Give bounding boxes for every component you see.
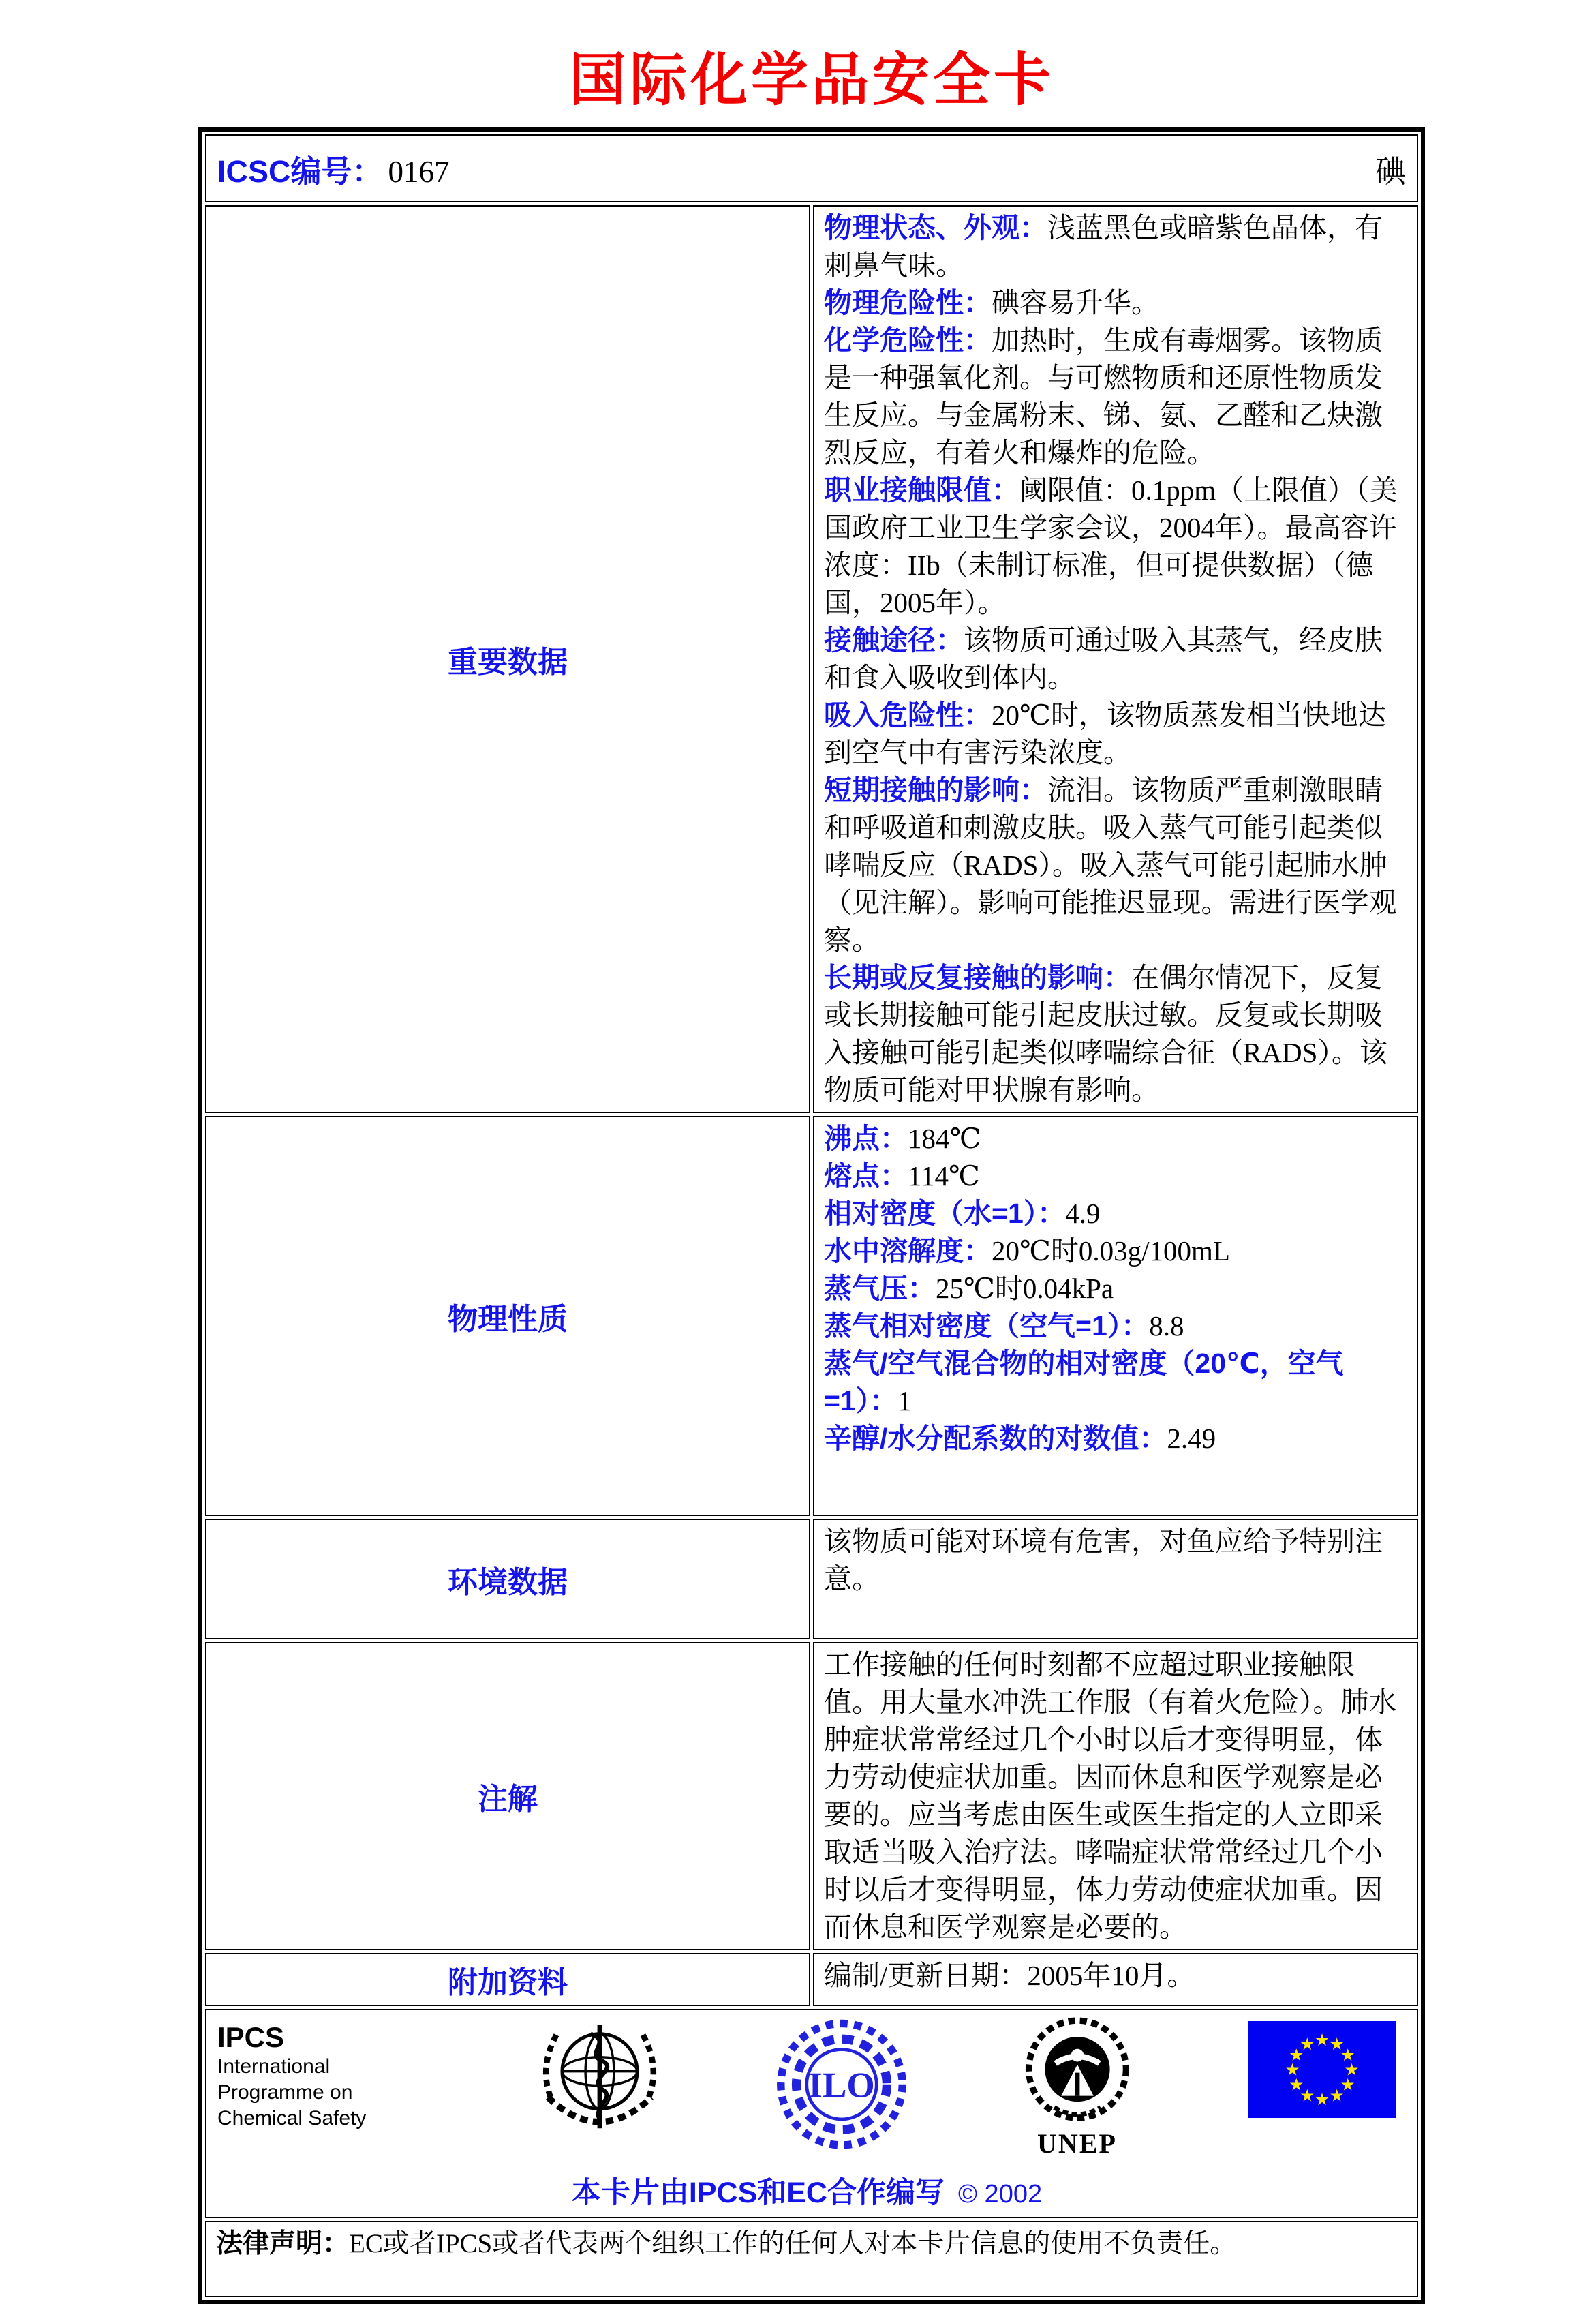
text-line [824, 322, 1407, 472]
field-label: 沸点： [824, 1123, 908, 1154]
field-value: 编制/更新日期：2005年10月。 [824, 1960, 1195, 1991]
text-line [824, 1307, 1407, 1345]
svg-text:★: ★ [1314, 2030, 1330, 2050]
icsc-card-table [198, 127, 1425, 2304]
section-row-notes [205, 1642, 1418, 1950]
legal-text: EC或者IPCS或者代表两个组织工作的任何人对本卡片信息的使用不负责任。 [349, 2229, 1237, 2258]
svg-text:★: ★ [1344, 2059, 1360, 2080]
section-label-physical-properties: 物理性质 [448, 1302, 568, 1336]
unep-logo-icon [1019, 2017, 1135, 2159]
text-line [824, 697, 1407, 772]
text-line [824, 1232, 1407, 1270]
section-row-additional-info [205, 1953, 1418, 2006]
svg-text:★: ★ [1340, 2074, 1355, 2095]
text-line [824, 1157, 1407, 1195]
text-line [824, 284, 1407, 322]
field-value: 8.8 [1149, 1310, 1184, 1342]
section-label-cell-additional-info [205, 1953, 810, 2006]
text-line [824, 209, 1407, 284]
section-label-additional-info: 附加资料 [448, 1966, 568, 1999]
field-label: 接触途径： [824, 624, 964, 656]
section-label-environmental-data: 环境数据 [448, 1565, 568, 1599]
icsc-number-label: ICSC编号： [217, 153, 383, 189]
text-line [824, 472, 1407, 622]
svg-text:★: ★ [1285, 2059, 1300, 2080]
text-line [824, 1646, 1407, 1946]
field-value: 2.49 [1167, 1423, 1216, 1454]
section-label-cell-environmental-data [205, 1519, 810, 1639]
unep-wordmark: UNEP [1037, 2128, 1117, 2159]
field-label: 化学危险性： [824, 324, 992, 356]
text-line [824, 1195, 1407, 1232]
section-content-notes [813, 1642, 1418, 1950]
field-label: 相对密度（水=1）： [824, 1198, 1066, 1229]
text-line [824, 1957, 1407, 1995]
field-label: 蒸气压： [824, 1273, 936, 1304]
field-value: 20℃时，该物质蒸发相当快地达到空气中有害污染浓度。 [824, 699, 1386, 768]
credit-text: 本卡片由IPCS和EC合作编写 [571, 2177, 945, 2209]
svg-text:★: ★ [1314, 2089, 1330, 2110]
svg-text:★: ★ [1289, 2044, 1304, 2065]
field-value: 该物质可能对环境有危害，对鱼应给予特别注意。 [824, 1526, 1383, 1594]
section-content-environmental-data [813, 1519, 1418, 1639]
field-label: 蒸气相对密度（空气=1）： [824, 1310, 1150, 1342]
ilo-wordmark: ILO [808, 2065, 875, 2106]
substance-name: 碘 [1375, 154, 1406, 189]
field-value: 114℃ [908, 1160, 980, 1192]
field-value: 阈限值：0.1ppm（上限值）（美国政府工业卫生学家会议，2004年）。最高容许浓度：IIb（未制订标准，但可提供数据）（德国，2005年）。 [824, 474, 1398, 618]
field-label: 熔点： [824, 1160, 908, 1192]
field-value: 加热时，生成有毒烟雾。该物质是一种强氧化剂。与可燃物质和还原性物质发生反应。与金属粉末、锑、氨、乙醛和乙炔激烈反应，有着火和爆炸的危险。 [824, 324, 1383, 468]
field-label: 长期或反复接触的影响： [824, 962, 1131, 993]
field-value: 流泪。该物质严重刺激眼睛和呼吸道和刺激皮肤。吸入蒸气可能引起类似哮喘反应（RADS）。吸入蒸气可能引起肺水肿（见注解）。影响可能推迟显现。需进行医学观察。 [824, 774, 1397, 956]
ipcs-block [217, 2017, 422, 2132]
text-line [824, 1523, 1407, 1598]
section-label-cell-important-data [205, 205, 810, 1113]
icsc-number-value: 0167 [388, 154, 450, 189]
field-label: 辛醇/水分配系数的对数值： [824, 1423, 1167, 1454]
field-label: 蒸气/空气混合物的相对密度（20℃，空气=1）： [824, 1348, 1344, 1416]
field-value: 1 [897, 1385, 912, 1416]
field-value: 184℃ [908, 1123, 981, 1154]
svg-text:★: ★ [1340, 2044, 1355, 2065]
svg-text:★: ★ [1300, 2085, 1315, 2106]
section-label-cell-notes [205, 1642, 810, 1950]
eu-flag-icon [1248, 2021, 1396, 2121]
text-line [824, 1120, 1407, 1157]
ipcs-subtitle-line: Chemical Safety [217, 2107, 367, 2129]
ipcs-subtitle-line: Programme on [217, 2081, 353, 2104]
svg-text:★: ★ [1300, 2034, 1315, 2055]
field-value: 浅蓝黑色或暗紫色晶体，有刺鼻气味。 [824, 212, 1383, 281]
field-value: 该物质可通过吸入其蒸气，经皮肤和食入吸收到体内。 [824, 624, 1383, 693]
field-label: 物理危险性： [824, 287, 992, 318]
section-row-important-data [205, 205, 1418, 1113]
svg-text:★: ★ [1329, 2085, 1345, 2106]
page-title: 国际化学品安全卡 [568, 49, 1054, 112]
svg-text:★: ★ [1329, 2034, 1345, 2055]
section-label-important-data: 重要数据 [448, 646, 568, 679]
svg-text:★: ★ [1289, 2074, 1304, 2095]
copyright-text: © 2002 [958, 2180, 1043, 2209]
section-label-notes: 注解 [478, 1783, 538, 1816]
text-line [824, 959, 1407, 1109]
ipcs-subtitle-line: International [217, 2055, 331, 2078]
icsc-number-group [217, 147, 450, 191]
field-value: 20℃时0.03g/100mL [992, 1235, 1230, 1267]
section-content-physical-properties [813, 1116, 1418, 1516]
legal-row [205, 2221, 1418, 2297]
section-label-cell-physical-properties [205, 1116, 810, 1516]
icsc-header-cell [205, 134, 1418, 202]
section-row-physical-properties [205, 1116, 1418, 1516]
text-line [824, 1270, 1407, 1307]
icsc-header-row [205, 134, 1418, 202]
field-label: 职业接触限值： [824, 474, 1019, 506]
field-value: 25℃时0.04kPa [936, 1273, 1114, 1304]
section-content-additional-info [813, 1953, 1418, 2006]
section-row-environmental-data [205, 1519, 1418, 1639]
field-label: 短期接触的影响： [824, 774, 1047, 806]
field-label: 吸入危险性： [824, 699, 992, 731]
field-label: 物理状态、外观： [824, 212, 1047, 243]
text-line [824, 1420, 1407, 1457]
ilo-logo-icon [777, 2017, 906, 2160]
text-line [824, 772, 1407, 959]
field-label: 水中溶解度： [824, 1235, 992, 1267]
section-content-important-data [813, 205, 1418, 1113]
field-value: 4.9 [1065, 1198, 1101, 1229]
text-line [824, 622, 1407, 697]
text-line [824, 1345, 1407, 1420]
who-logo-icon [535, 2017, 664, 2160]
ipcs-title: IPCS [217, 2021, 285, 2053]
field-value: 工作接触的任何时刻都不应超过职业接触限值。用大量水冲洗工作服（有着火危险）。肺水肿症状常常经过几个小时以后才变得明显，体力劳动使症状加重。因而休息和医学观察是必要的。应当考虑由医生或医生指定的人立即采取适当吸入治疗法。哮喘症状常常经过几个小时以后才变得明显，体力劳动使症状加重。因而休息和医学观察是必要的。 [824, 1649, 1397, 1943]
field-value: 在偶尔情况下，反复或长期接触可能引起皮肤过敏。反复或长期吸入接触可能引起类似哮喘综合征（RADS）。该物质可能对甲状腺有影响。 [824, 962, 1387, 1106]
legal-label: 法律声明： [216, 2229, 350, 2258]
legal-cell [205, 2221, 1418, 2297]
field-value: 碘容易升华。 [992, 287, 1159, 318]
credit-line [217, 2170, 1396, 2211]
